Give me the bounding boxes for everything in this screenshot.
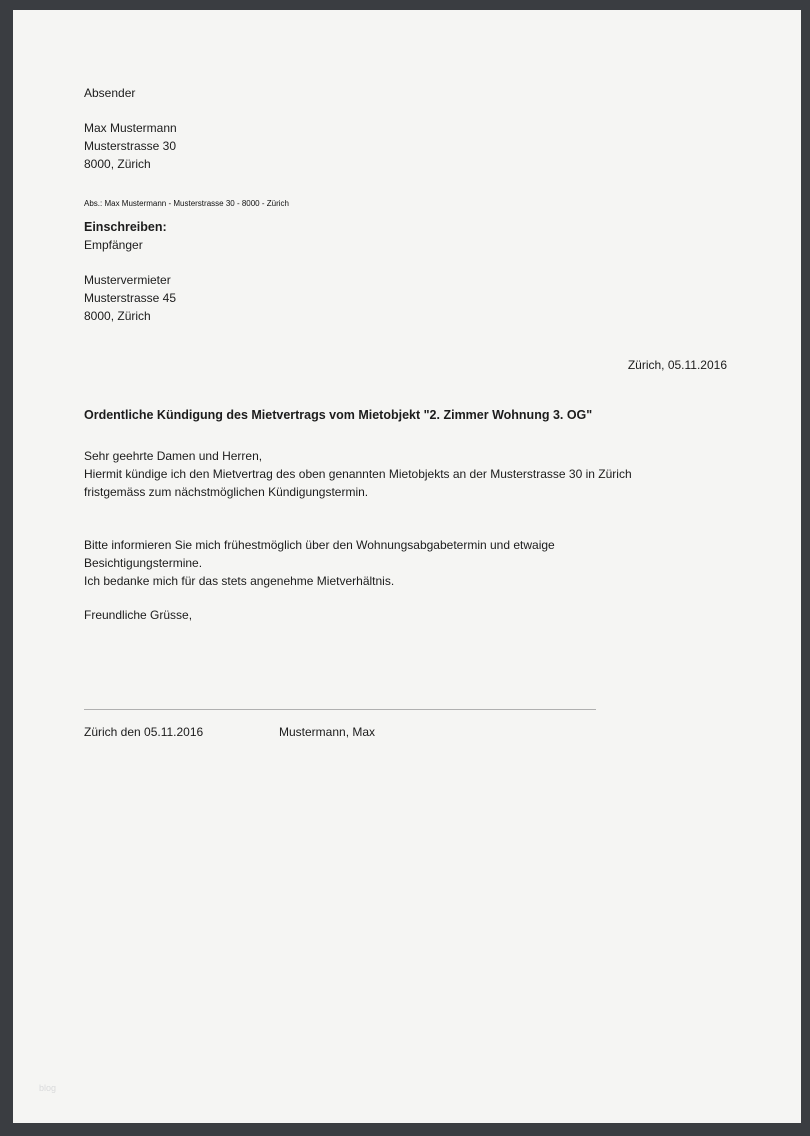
body-line: fristgemäss zum nächstmöglichen Kündigungstermin.: [84, 485, 369, 499]
sender-name: Max Mustermann: [84, 121, 177, 135]
return-address-line: Abs.: Max Mustermann - Musterstrasse 30 - 8000 - Zürich: [84, 199, 289, 208]
letter-content: [13, 10, 801, 741]
sender-address: [84, 119, 727, 173]
sender-street: Musterstrasse 30: [84, 139, 177, 153]
closing: Freundliche Grüsse,: [84, 608, 193, 622]
recipient-name: Mustervermieter: [84, 273, 171, 287]
recipient-label: Empfänger: [84, 238, 143, 252]
sender-label: Absender: [84, 86, 136, 100]
recipient-address: [84, 271, 727, 325]
recipient-city: 8000, Zürich: [84, 309, 151, 323]
signature-place-date: Zürich den 05.11.2016: [84, 725, 204, 739]
body-paragraph-2: [84, 536, 727, 590]
body-line: Besichtigungstermine.: [84, 556, 203, 570]
signature-name: Mustermann, Max: [279, 725, 376, 739]
letter-page: [13, 10, 801, 1123]
body-line: Hiermit kündige ich den Mietvertrag des oben genannten Mietobjekts an der Musterstrasse 30 in Zürich: [84, 467, 632, 481]
subject-line: Ordentliche Kündigung des Mietvertrags vom Mietobjekt "2. Zimmer Wohnung 3. OG": [84, 408, 593, 422]
watermark: blog: [39, 1083, 57, 1093]
sender-city: 8000, Zürich: [84, 157, 151, 171]
signature-row: [84, 723, 727, 741]
recipient-street: Musterstrasse 45: [84, 291, 177, 305]
body-line: Bitte informieren Sie mich frühestmöglich über den Wohnungsabgabetermin und etwaige: [84, 538, 555, 552]
date-line: Zürich, 05.11.2016: [627, 358, 727, 372]
body-paragraph-1: [84, 447, 727, 501]
registered-mail-label: Einschreiben:: [84, 220, 167, 234]
salutation: Sehr geehrte Damen und Herren,: [84, 449, 263, 463]
signature-rule: [84, 709, 596, 710]
body-line: Ich bedanke mich für das stets angenehme Mietverhältnis.: [84, 574, 395, 588]
